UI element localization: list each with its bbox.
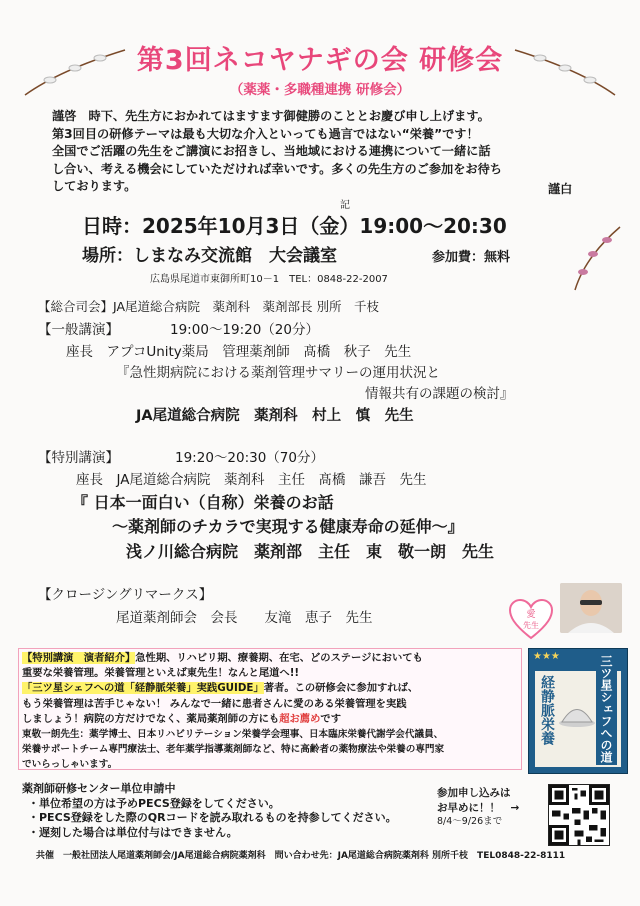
special-label: 【特別講演】 [38,450,119,466]
special-chair: 座長 JA尾道総合病院 薬剤科 主任 髙橋 謙吾 先生 [76,472,427,488]
speaker-photo [560,583,622,633]
general-chair: 座長 アプコUnity薬局 管理薬剤師 髙橋 秋子 先生 [66,344,412,360]
credit-info [22,782,397,840]
general-time: 19:00～19:20（20分） [170,322,319,338]
event-address: 広島県尾道市東御所町10－1 TEL：0848-22-2007 [150,274,388,285]
apply-note [437,786,519,830]
intro-box-line-1 [22,651,520,666]
page-subtitle: （薬薬・多職種連携 研修会） [229,82,411,98]
closing-speaker: 尾道薬剤師会 会長 友滝 恵子 先生 [116,610,373,626]
page-title: 第3回ネコヤナギの会 研修会 [136,45,504,76]
event-fee: 参加費：無料 [432,250,511,265]
intro-box-text: 急性期、リハビリ期、療養期、在宅、どのステージにおいても [135,652,423,664]
special-title-2: ～薬剤師のチカラで実現する健康寿命の延伸～』 [112,517,464,536]
intro-box-text: 著者。この研修会に参加すれば、 [263,682,419,695]
credit-line-4: ・遅刻した場合は単位付与はできません。 [28,825,238,839]
program-chair: 【総合司会】JA尾道総合病院 薬剤科 薬剤部長 別所 千枝 [38,299,379,314]
intro-box-line-7: 栄養サポートチーム専門療法士、老年薬学指導薬剤師など、特に高齢者の薬物療法や栄養の専門家 [22,744,445,756]
credit-line-3: ・PECS登録をした際のQRコードを読み取れるものを持参してください。 [28,811,397,824]
speaker-intro-text [22,651,520,773]
pussy-willow-mid-icon [565,222,625,292]
intro-box-line-4: もう栄養管理は苦手じゃない！ みんなで一緒に患者さんに愛のある栄養管理を実践 [22,697,407,710]
apply-line-1: 参加申し込みは [437,787,511,799]
cloche-icon [557,693,597,733]
general-speaker: JA尾道総合病院 薬剤科 村上 慎 先生 [136,408,414,424]
intro-line: 全国でご活躍の先生をご講演にお招きし、当地域における連携について一緒に話 [52,144,491,159]
intro-box-line-6: 東敬一朗先生：薬学博士、日本リハビリテーション栄養学会理事、日本臨床栄養代謝学会代議員、 [22,729,444,741]
intro-box-line-8: でいらっしゃいます。 [22,759,118,771]
general-label: 【一般講演】 [38,322,119,338]
intro-box-line-2: 重要な栄養管理。栄養管理といえば東先生！なんと尾道へ!! [22,667,300,680]
credit-line-1: 薬剤師研修センター単位申請中 [22,782,176,795]
intro-line: 第3回目の研修テーマは最も大切な介入といっても過言ではない“栄養”です！ [52,126,479,141]
svg-text:愛: 愛 [526,610,536,620]
intro-text [52,108,597,196]
ki-mark: 記 [340,200,350,211]
closing-word: 謹白 [548,182,573,196]
heart-icon [508,598,554,640]
book-cover [528,648,628,774]
intro-box-text: です [320,712,341,725]
special-speaker: 浅ノ川総合病院 薬剤部 主任 東 敬一朗 先生 [126,542,495,561]
closing-label: 【クロージングリマークス】 [38,587,213,603]
intro-line: し合い、考える機会にしていただければ幸いです。多くの先生方のご参加をお待ち [52,161,502,176]
footer-sponsors: 共催 一般社団法人尾道薬剤師会/JA尾道総合病院薬剤科 問い合わせ先：JA尾道総合病院薬剤科 別所千枝 TEL0848-22-8111 [36,851,566,861]
apply-line-3: 8/4～9/26まで [437,816,503,827]
book-stars: ★★★ [533,651,560,662]
intro-line: 謹啓 時下、先生方におかれてはますます御健勝のこととお慶び申し上げます。 [52,109,490,123]
intro-line: しております。 [52,179,137,194]
special-title-1: 『 日本一面白い（自称）栄養のお話 [72,493,334,512]
general-title-2: 情報共有の課題の検討』 [365,386,514,402]
intro-box-line-3 [22,681,520,696]
special-time: 19:20～20:30（70分） [175,450,324,466]
qr-code[interactable] [548,784,610,846]
svg-text:先生: 先生 [523,621,539,630]
book-cover-inner [535,655,621,767]
intro-box-text: しましょう！病院の方だけでなく、薬局薬剤師の方にも [22,712,280,725]
apply-line-2: お早めに！！ → [437,801,520,814]
book-title-text: 「三ツ星シェフへの道「経静脈栄養」実践GUIDE」 [22,682,264,695]
book-title-vertical-1: 三ツ星シェフへの道 [596,653,617,765]
intro-box-label: 【特別講演 演者紹介】 [22,652,136,664]
event-datetime: 日時：2025年10月3日（金）19:00～20:30 [82,214,507,238]
event-place: 場所：しまなみ交流館 大会議室 [82,246,337,266]
credit-line-2: ・単位希望の方は予めPECS登録をしてください。 [28,796,280,810]
book-title-vertical-2: 経静脈栄養 [539,675,555,745]
recommend-text: 超お薦め [279,712,321,725]
general-title-1: 『急性期病院における薬剤管理サマリーの運用状況と [116,365,440,381]
intro-box-line-5 [22,712,520,727]
